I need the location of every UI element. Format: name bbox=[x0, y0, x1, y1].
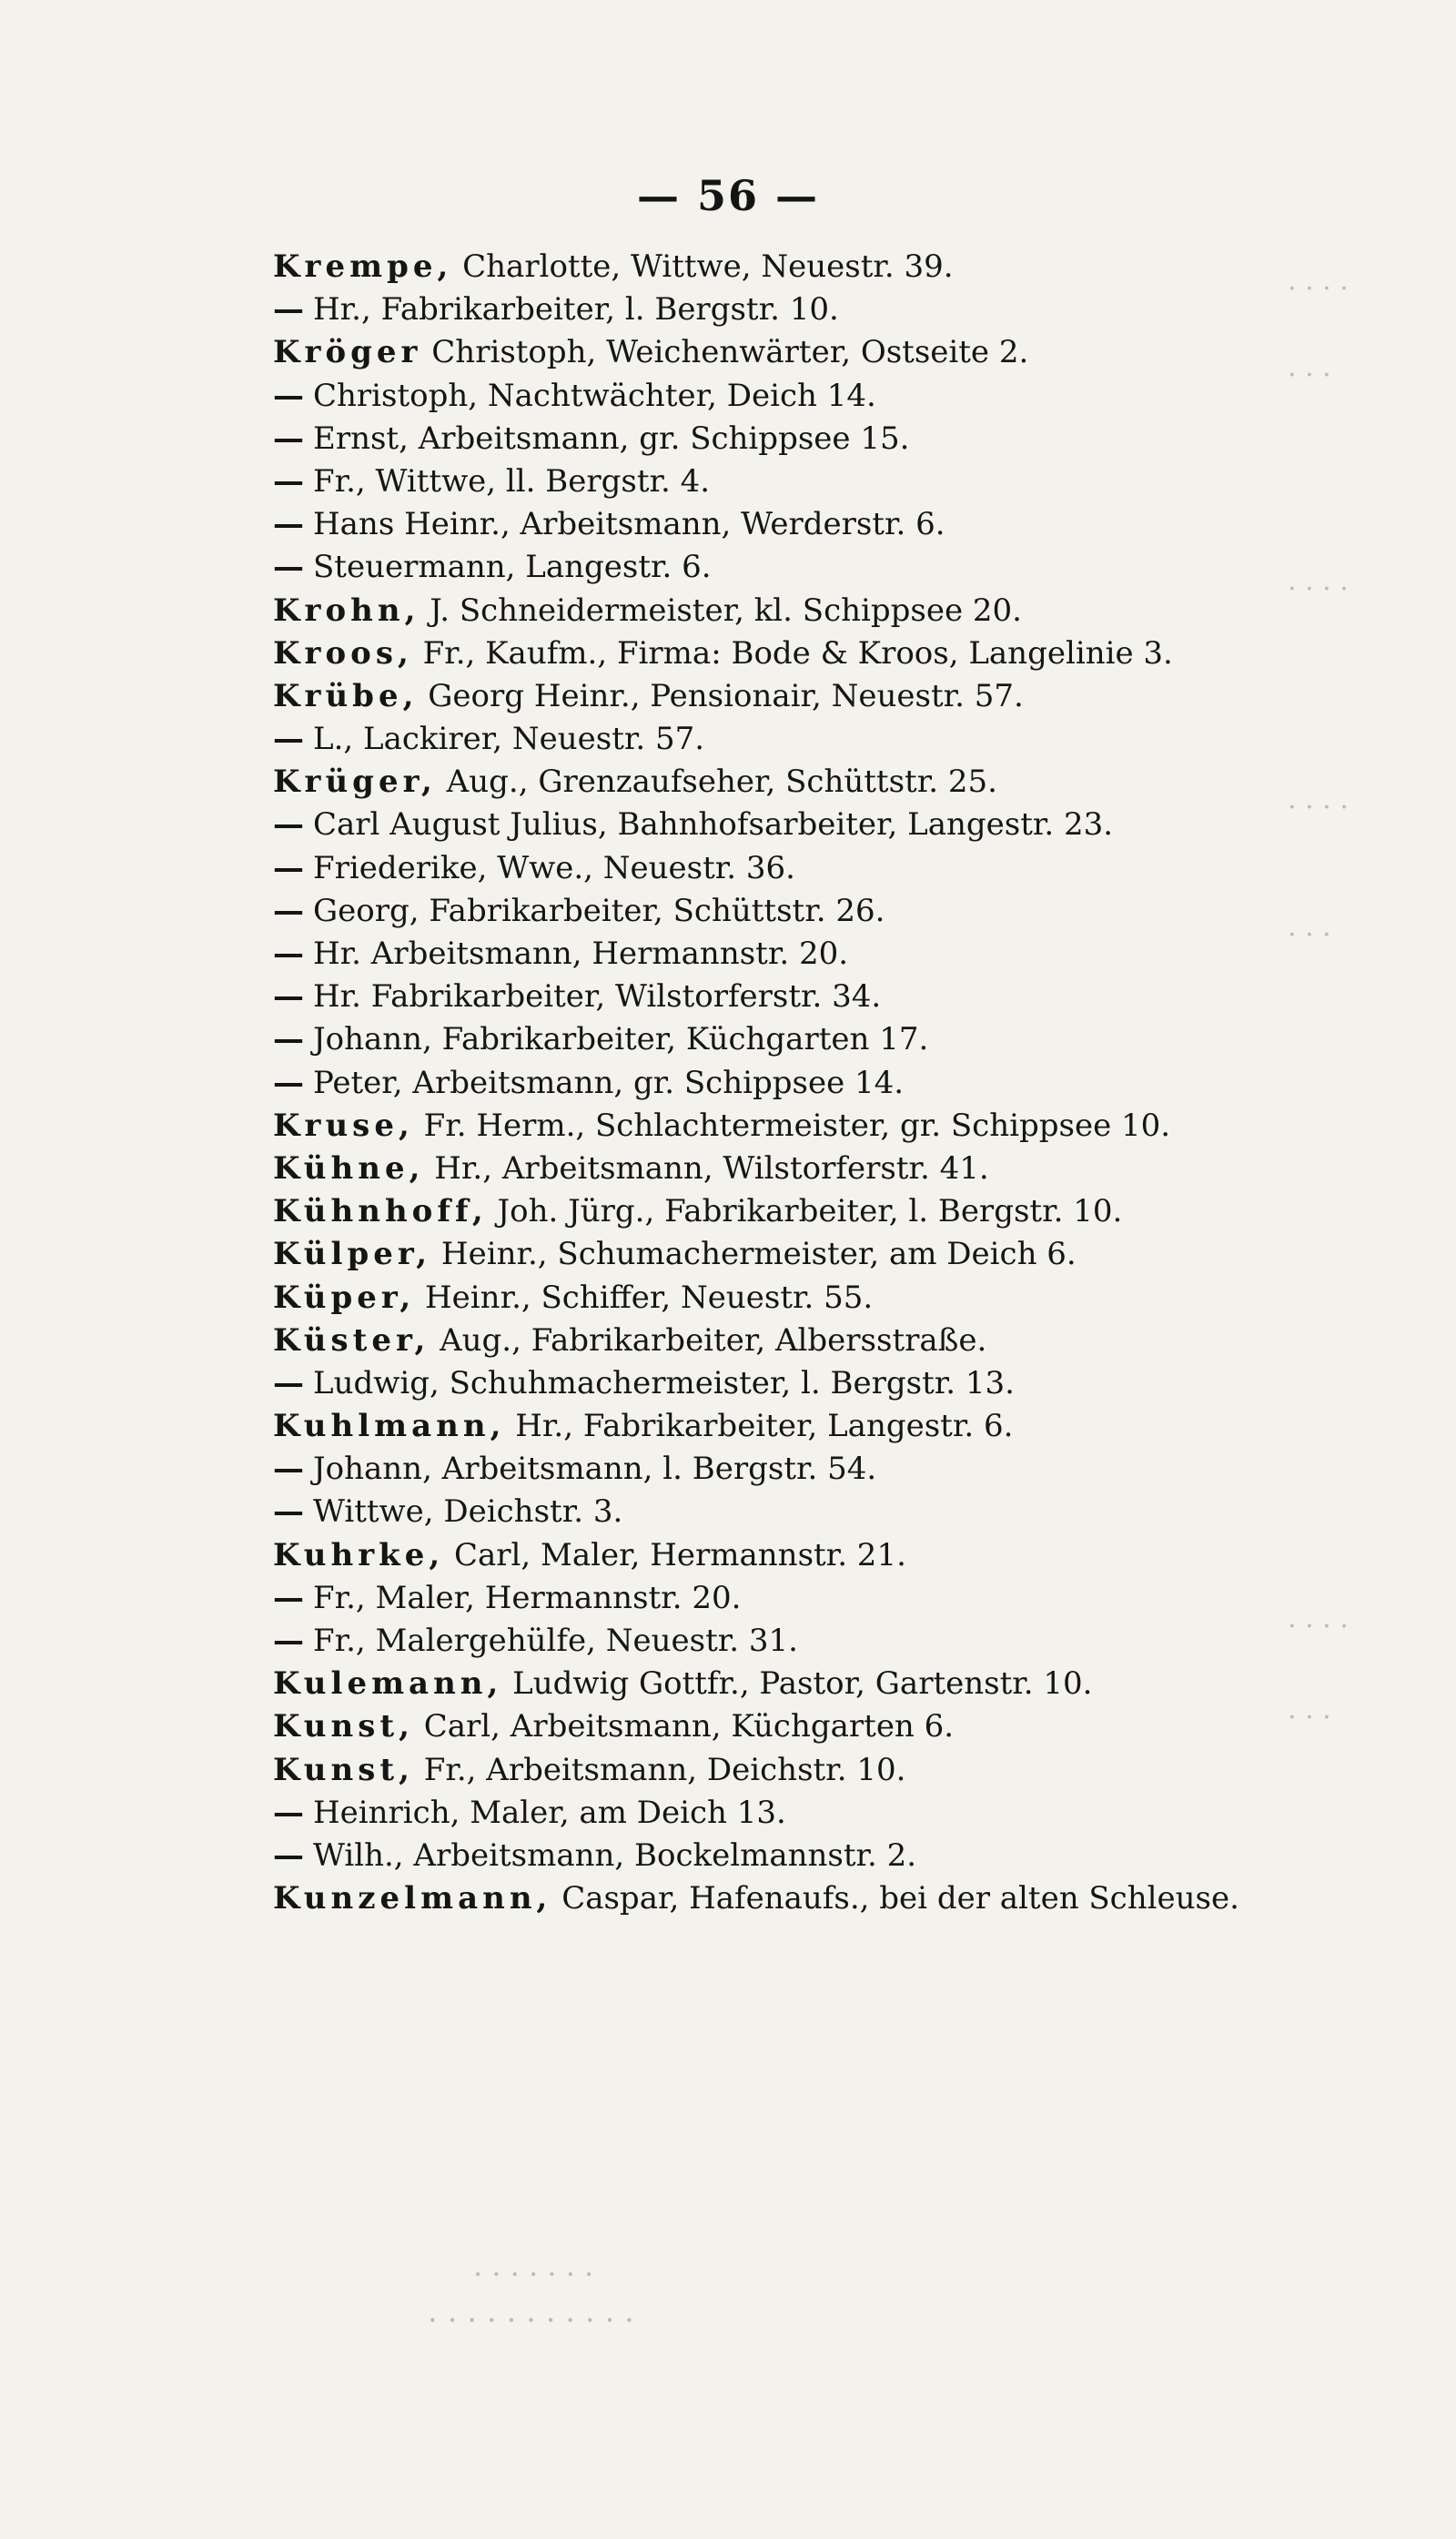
entry-ditto-dash: — bbox=[273, 936, 304, 972]
directory-entry bbox=[273, 1018, 1401, 1061]
entry-ditto-dash: — bbox=[273, 1579, 304, 1616]
entry-surname: Kroos, bbox=[273, 634, 413, 672]
directory-entry bbox=[273, 890, 1401, 933]
directory-entry bbox=[273, 1705, 1401, 1748]
directory-entry bbox=[273, 1148, 1401, 1190]
entry-text: Peter, Arbeitsmann, gr. Schippsee 14. bbox=[313, 1064, 905, 1101]
entry-text: Johann, Arbeitsmann, l. Bergstr. 54. bbox=[313, 1451, 877, 1488]
directory-entry bbox=[273, 1405, 1401, 1448]
entry-ditto-dash: — bbox=[273, 1364, 304, 1401]
directory-entry bbox=[273, 503, 1401, 546]
entry-surname: Kunzelmann, bbox=[273, 1880, 552, 1917]
entry-surname: Kulemann, bbox=[273, 1665, 503, 1703]
directory-entries bbox=[273, 246, 1401, 1920]
entry-ditto-dash: — bbox=[273, 420, 304, 457]
directory-entry bbox=[273, 1534, 1401, 1577]
entry-text: Aug., Grenzaufseher, Schüttstr. 25. bbox=[436, 764, 997, 801]
directory-entry bbox=[273, 976, 1401, 1018]
entry-text: Charlotte, Wittwe, Neuestr. 39. bbox=[452, 248, 954, 285]
directory-entry bbox=[273, 1877, 1401, 1920]
directory-entry bbox=[273, 675, 1401, 718]
entry-ditto-dash: — bbox=[273, 462, 304, 500]
entry-surname: Kruse, bbox=[273, 1107, 414, 1144]
entry-ditto-dash: — bbox=[273, 1836, 304, 1874]
entry-text: Hr. Fabrikarbeiter, Wilstorferstr. 34. bbox=[313, 978, 882, 1016]
directory-entry bbox=[273, 1663, 1401, 1705]
directory-entry bbox=[273, 1577, 1401, 1620]
entry-surname: Kühne, bbox=[273, 1149, 425, 1187]
directory-entry bbox=[273, 331, 1401, 374]
entry-ditto-dash: — bbox=[273, 1493, 304, 1531]
show-through-mark: · · · · bbox=[1288, 792, 1349, 824]
entry-ditto-dash: — bbox=[273, 721, 304, 758]
entry-surname: Kühnhoff, bbox=[273, 1193, 488, 1230]
entry-ditto-dash: — bbox=[273, 549, 304, 586]
show-through-mark: · · · bbox=[1288, 919, 1331, 951]
show-through-mark: · · · · bbox=[1288, 573, 1349, 605]
entry-text: Wilh., Arbeitsmann, Bockelmannstr. 2. bbox=[313, 1836, 917, 1874]
entry-text: J. Schneidermeister, kl. Schippsee 20. bbox=[420, 592, 1022, 629]
directory-entry bbox=[273, 1448, 1401, 1491]
directory-entry bbox=[273, 1277, 1401, 1320]
entry-text: Steuermann, Langestr. 6. bbox=[313, 549, 712, 586]
entry-text: Caspar, Hafenaufs., bei der alten Schleuse. bbox=[551, 1880, 1239, 1917]
entry-text: Fr., Wittwe, ll. Bergstr. 4. bbox=[313, 462, 711, 500]
entry-text: Hr., Fabrikarbeiter, l. Bergstr. 10. bbox=[313, 291, 839, 329]
directory-entry bbox=[273, 1792, 1401, 1835]
entry-ditto-dash: — bbox=[273, 1794, 304, 1831]
directory-entry bbox=[273, 1062, 1401, 1105]
directory-entry bbox=[273, 288, 1401, 331]
entry-text: Fr., Maler, Hermannstr. 20. bbox=[313, 1579, 742, 1616]
entry-text: Fr. Herm., Schlachtermeister, gr. Schippsee 10. bbox=[413, 1107, 1171, 1144]
entry-text: Hr., Arbeitsmann, Wilstorferstr. 41. bbox=[424, 1149, 989, 1187]
entry-text: Ludwig, Schuhmachermeister, l. Bergstr. 13. bbox=[313, 1364, 1015, 1401]
entry-surname: Kunst, bbox=[273, 1708, 414, 1745]
show-through-mark: · · · · · · · bbox=[473, 2257, 594, 2291]
entry-text: Carl, Arbeitsmann, Küchgarten 6. bbox=[413, 1708, 955, 1745]
show-through-mark: · · · · · · · · · · · bbox=[428, 2302, 634, 2339]
entry-text: Johann, Fabrikarbeiter, Küchgarten 17. bbox=[313, 1021, 929, 1058]
entry-text: Fr., Arbeitsmann, Deichstr. 10. bbox=[413, 1751, 906, 1788]
directory-entry bbox=[273, 718, 1401, 761]
directory-entry bbox=[273, 590, 1401, 632]
entry-text: Joh. Jürg., Fabrikarbeiter, l. Bergstr. 10. bbox=[487, 1193, 1123, 1230]
directory-entry bbox=[273, 460, 1401, 503]
entry-text: Hr., Fabrikarbeiter, Langestr. 6. bbox=[505, 1408, 1014, 1445]
directory-entry bbox=[273, 418, 1401, 460]
entry-text: Georg Heinr., Pensionair, Neuestr. 57. bbox=[418, 677, 1024, 714]
entry-text: Carl, Maler, Hermannstr. 21. bbox=[444, 1536, 906, 1573]
entry-ditto-dash: — bbox=[273, 1021, 304, 1058]
directory-entry bbox=[273, 847, 1401, 890]
directory-entry bbox=[273, 1190, 1401, 1233]
directory-entry bbox=[273, 1749, 1401, 1792]
directory-entry bbox=[273, 1835, 1401, 1877]
directory-entry bbox=[273, 1362, 1401, 1405]
page-number: — 56 — bbox=[636, 171, 820, 220]
entry-text: Christoph, Nachtwächter, Deich 14. bbox=[313, 377, 876, 414]
entry-surname: Kröger bbox=[273, 334, 422, 371]
entry-text: Friederike, Wwe., Neuestr. 36. bbox=[313, 849, 795, 886]
entry-text: Heinr., Schumachermeister, am Deich 6. bbox=[431, 1236, 1077, 1273]
entry-text: L., Lackirer, Neuestr. 57. bbox=[313, 721, 705, 758]
entry-surname: Krüger, bbox=[273, 764, 437, 801]
entry-ditto-dash: — bbox=[273, 978, 304, 1016]
entry-text: Christoph, Weichenwärter, Ostseite 2. bbox=[421, 334, 1029, 371]
entry-ditto-dash: — bbox=[273, 892, 304, 929]
directory-entry bbox=[273, 1105, 1401, 1148]
entry-surname: Krübe, bbox=[273, 677, 419, 714]
show-through-mark: · · · · bbox=[1288, 273, 1349, 305]
entry-surname: Kunst, bbox=[273, 1751, 414, 1788]
entry-text: Fr., Malergehülfe, Neuestr. 31. bbox=[313, 1623, 798, 1659]
entry-text: Fr., Kaufm., Firma: Bode & Kroos, Langelinie 3. bbox=[412, 634, 1173, 672]
directory-entry bbox=[273, 1620, 1401, 1663]
directory-entry bbox=[273, 1233, 1401, 1276]
entry-surname: Kuhrke, bbox=[273, 1536, 445, 1573]
entry-text: Hans Heinr., Arbeitsmann, Werderstr. 6. bbox=[313, 506, 945, 543]
entry-surname: Külper, bbox=[273, 1236, 432, 1273]
entry-text: Heinr., Schiffer, Neuestr. 55. bbox=[415, 1279, 874, 1316]
entry-ditto-dash: — bbox=[273, 377, 304, 414]
entry-surname: Kuhlmann, bbox=[273, 1408, 506, 1445]
entry-surname: Krempe, bbox=[273, 248, 453, 285]
entry-ditto-dash: — bbox=[273, 291, 304, 329]
entry-text: Aug., Fabrikarbeiter, Albersstraße. bbox=[430, 1321, 987, 1359]
entry-text: Ludwig Gottfr., Pastor, Gartenstr. 10. bbox=[502, 1665, 1093, 1703]
directory-entry bbox=[273, 546, 1401, 589]
show-through-mark: · · · bbox=[1288, 359, 1331, 391]
show-through-mark: · · · bbox=[1288, 1702, 1331, 1734]
directory-entry bbox=[273, 933, 1401, 976]
entry-text: Wittwe, Deichstr. 3. bbox=[313, 1493, 623, 1531]
entry-surname: Küster, bbox=[273, 1321, 430, 1359]
directory-entry bbox=[273, 804, 1401, 846]
entry-text: Ernst, Arbeitsmann, gr. Schippsee 15. bbox=[313, 420, 910, 457]
directory-entry bbox=[273, 761, 1401, 804]
show-through-mark: · · · · bbox=[1288, 1611, 1349, 1643]
entry-ditto-dash: — bbox=[273, 1451, 304, 1488]
directory-entry bbox=[273, 1491, 1401, 1533]
entry-text: Heinrich, Maler, am Deich 13. bbox=[313, 1794, 786, 1831]
directory-entry bbox=[273, 246, 1401, 288]
directory-entry bbox=[273, 1320, 1401, 1362]
entry-ditto-dash: — bbox=[273, 806, 304, 844]
entry-text: Georg, Fabrikarbeiter, Schüttstr. 26. bbox=[313, 892, 885, 929]
entry-text: Hr. Arbeitsmann, Hermannstr. 20. bbox=[313, 936, 849, 972]
directory-entry bbox=[273, 632, 1401, 675]
entry-ditto-dash: — bbox=[273, 849, 304, 886]
entry-ditto-dash: — bbox=[273, 1064, 304, 1101]
entry-text: Carl August Julius, Bahnhofsarbeiter, Langestr. 23. bbox=[313, 806, 1114, 844]
entry-ditto-dash: — bbox=[273, 506, 304, 543]
entry-surname: Küper, bbox=[273, 1279, 416, 1316]
entry-ditto-dash: — bbox=[273, 1623, 304, 1659]
directory-entry bbox=[273, 375, 1401, 418]
entry-surname: Krohn, bbox=[273, 592, 420, 629]
